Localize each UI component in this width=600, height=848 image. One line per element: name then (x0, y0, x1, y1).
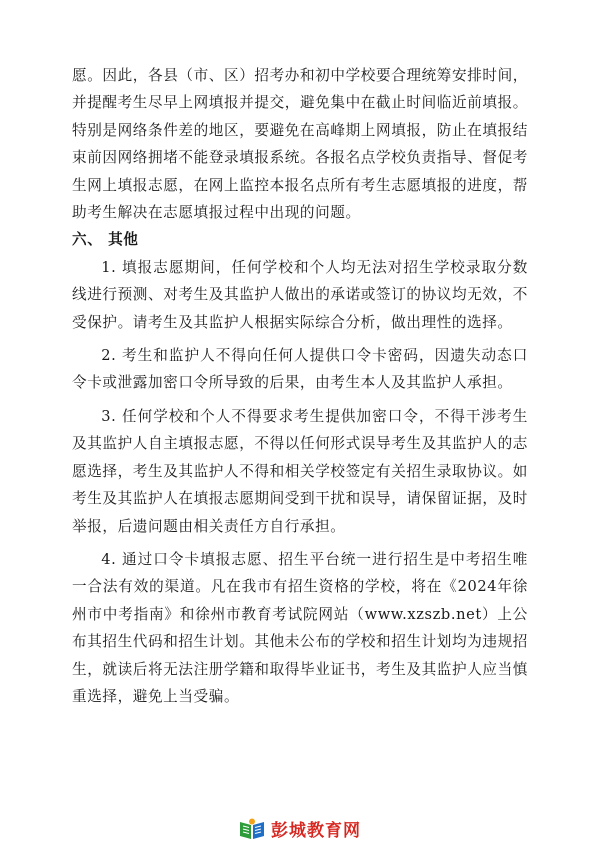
list-item-4: 4. 通过口令卡填报志愿、招生平台统一进行招生是中考招生唯一合法有效的渠道。凡在我市有招生资格的学校，将在《2024年徐州市中考指南》和徐州市教育考试院网站（www.xzszb.net）上公布其招生代码和招生计划。其他未公布的学校和招生计划均为违规招生，就读后将无法注册学籍和取得毕业证书，考生及其监护人应当慎重选择，避免上当受骗。 (72, 550, 528, 705)
site-logo[interactable] (0, 816, 600, 841)
list-item-2: 2. 考生和监护人不得向任何人提供口令卡密码，因遗失动态口令卡或泄露加密口令所导致的后果，由考生本人及其监护人承担。 (72, 347, 528, 392)
paragraph-continued: 愿。因此，各县（市、区）招考办和初中学校要合理统筹安排时间，并提醒考生尽早上网填报并提交，避免集中在截止时间临近前填报。特别是网络条件差的地区，要避免在高峰期上网填报，防止在填报结束前因网络拥堵不能登录填报系统。各报名点学校负责指导、督促考生网上填报志愿，在网上监控本报名点所有考生志愿填报的进度，帮助考生解决在志愿填报过程中出现的问题。 (72, 67, 528, 222)
open-book-icon (239, 818, 265, 840)
list-item-1: 1. 填报志愿期间，任何学校和个人均无法对招生学校录取分数线进行预测、对考生及其监护人做出的承诺或签订的协议均无效，不受保护。请考生及其监护人根据实际综合分析，做出理性的选择。 (72, 258, 528, 331)
section-heading: 六、 其他 (72, 231, 139, 249)
list-item-3: 3. 任何学校和个人不得要求考生提供加密口令，不得干涉考生及其监护人自主填报志愿，不得以任何形式误导考生及其监护人的志愿选择，考生及其监护人不得和相关学校签定有关招生录取协议。如考生及其监护人在填报志愿期间受到干扰和误导，请保留证据，及时举报，后遗问题由相关责任方自行承担。 (72, 407, 528, 535)
document-body (72, 62, 528, 710)
logo-text: 彭城教育网 (271, 821, 361, 841)
